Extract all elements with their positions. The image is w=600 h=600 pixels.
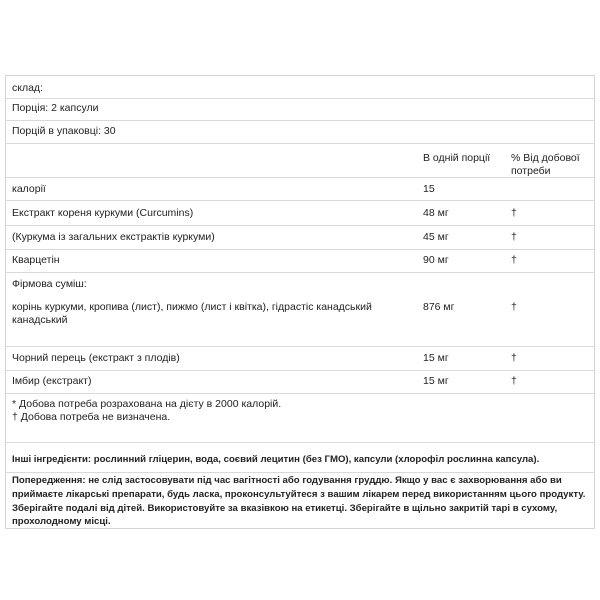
warning-text: Попередження: не слід застосовувати під час вагітності або годування груддю. Якщо у вас є захворювання або ви приймаєте лікарські препарати, будь ласка, проконсультуйтеся з вашим лікарем перед використанням цього продукту. Зберігайте подалі від дітей. Використовуйте за вказівкою на етикетці. Зберігайте в щільно закритій тарі в сухому, прохолодному місці. — [12, 475, 586, 528]
divider — [6, 225, 594, 226]
divider — [6, 98, 594, 99]
dv-column-header: % Від добової потреби — [511, 152, 580, 177]
divider — [6, 200, 594, 201]
divider — [6, 272, 594, 273]
divider — [6, 120, 594, 121]
divider — [6, 472, 594, 473]
divider — [6, 143, 594, 144]
divider — [6, 393, 594, 394]
divider — [6, 177, 594, 178]
amount-column-header: В одній порції — [423, 152, 491, 164]
divider — [6, 370, 594, 371]
supplement-facts-panel: склад: Порція: 2 капсули Порцій в упаковці: 30 В одній порції % Від добової потреби калорії 15 Екстракт кореня куркуми (Curcumins) 48 мг † (Куркума із загальних екстрактів куркуми) 45 мг † Кварцетін 90 мг † Фірмова суміш: корінь куркуми, кропива (лист), пижмо (лист і квітка), гідрастіс канадський канадський 876 мг † Чорний перець (екстракт з плодів) 15 мг † Імбир (екстракт) 15 мг † * Добова потреба розрахована на дієту в 2000 калорій. † Добова потреба не визначена. Інші інгредієнти: рослинний гліцерин, вода, соєвий лецитин (без ГМО), капсули (хлорофіл рослинна капсула). Попередження: не слід застосовувати під час вагітності або годування груддю. Якщо у вас є захворювання або ви приймаєте лікарські препарати, будь ласка, проконсультуйтеся з вашим лікарем перед використанням цього продукту. Зберігайте подалі від дітей. Використовуйте за вказівкою на етикетці. Зберігайте в щільно закритій тарі в сухому, прохолодному місці. — [5, 75, 595, 529]
divider — [6, 442, 594, 443]
divider — [6, 346, 594, 347]
other-ingredients: Інші інгредієнти: рослинний гліцерин, вода, соєвий лецитин (без ГМО), капсули (хлорофіл рослинна капсула). — [12, 454, 540, 465]
divider — [6, 249, 594, 250]
